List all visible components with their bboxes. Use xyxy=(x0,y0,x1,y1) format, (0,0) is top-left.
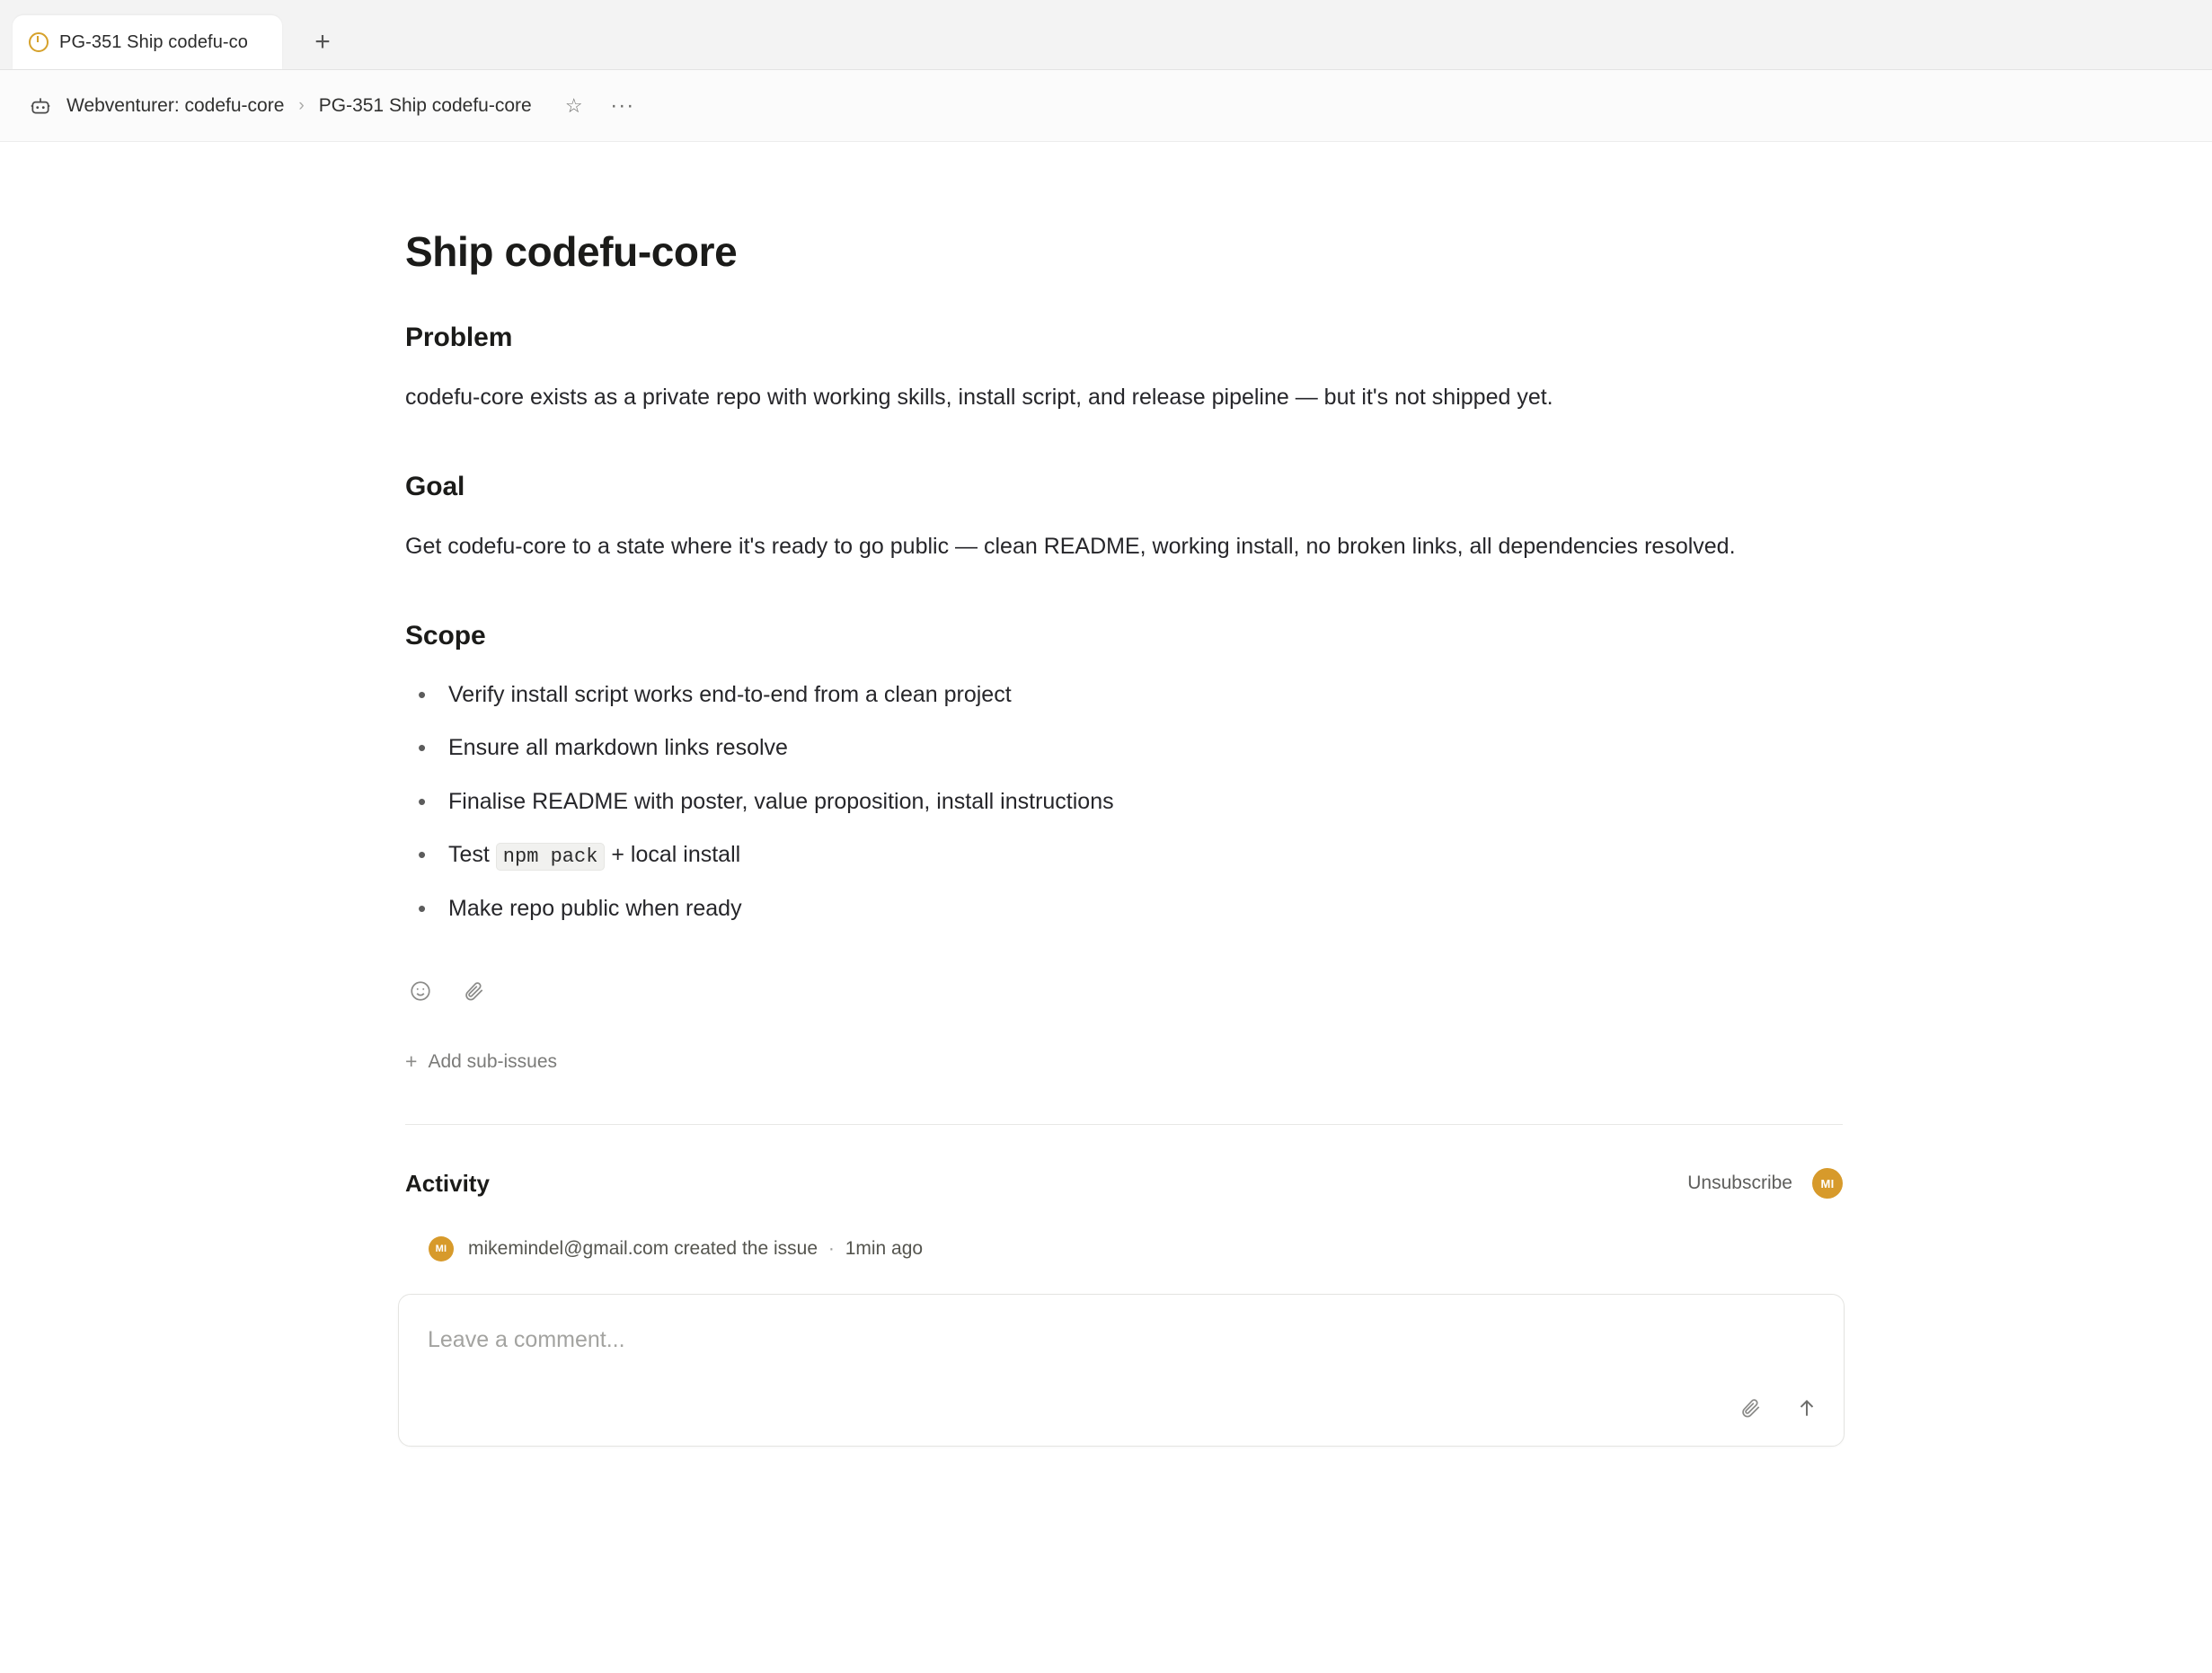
inline-code: npm pack xyxy=(496,843,606,871)
section-heading-scope: Scope xyxy=(405,620,486,651)
section-heading-goal: Goal xyxy=(405,471,465,501)
activity-header xyxy=(405,1168,1843,1199)
plus-icon: + xyxy=(405,1049,418,1074)
divider xyxy=(405,1124,1843,1125)
comment-attachment-icon[interactable] xyxy=(1739,1396,1763,1426)
list-item-text: Ensure all markdown links resolve xyxy=(448,735,788,761)
comment-send-icon[interactable] xyxy=(1795,1396,1818,1426)
browser-tab[interactable] xyxy=(13,15,282,69)
browser-tab-strip xyxy=(0,0,2212,70)
list-item-text-pre: Test xyxy=(448,842,496,868)
emoji-reaction-icon[interactable] xyxy=(405,976,436,1006)
document-action-bar xyxy=(405,976,1843,1006)
avatar[interactable]: MI xyxy=(1812,1168,1843,1199)
section-body-goal: Get codefu-core to a state where it's ready to go public — clean README, working install, no broken links, all dependencies resolved. xyxy=(405,533,1736,559)
page-title: Ship codefu-core xyxy=(405,228,738,275)
activity-entry xyxy=(405,1236,1843,1261)
attachment-icon[interactable] xyxy=(459,976,490,1006)
activity-separator: · xyxy=(827,1238,835,1260)
activity-actor: mikemindel@gmail.com xyxy=(468,1238,669,1260)
list-item xyxy=(405,678,1843,713)
comment-placeholder: Leave a comment... xyxy=(428,1327,625,1353)
list-item xyxy=(405,838,1843,872)
comment-toolbar xyxy=(1739,1396,1818,1426)
list-item-text-post: + local install xyxy=(605,842,741,868)
add-sub-issues-button[interactable] xyxy=(405,1049,1843,1074)
scope-list xyxy=(405,678,1843,926)
star-icon[interactable]: ☆ xyxy=(564,93,583,117)
activity-action: created the issue xyxy=(674,1238,818,1260)
list-item-text: Finalise README with poster, value proposition, install instructions xyxy=(448,788,1114,814)
activity-header-actions xyxy=(1687,1168,1843,1199)
issue-document xyxy=(405,228,1843,1447)
section-heading-problem: Problem xyxy=(405,322,513,352)
list-item xyxy=(405,892,1843,926)
robot-icon xyxy=(27,93,54,120)
browser-tab-title: PG-351 Ship codefu-co xyxy=(59,31,249,52)
activity-entry-text xyxy=(468,1238,923,1260)
activity-title: Activity xyxy=(405,1169,490,1197)
app-header xyxy=(0,70,2212,142)
list-item xyxy=(405,785,1843,819)
activity-timestamp: 1min ago xyxy=(845,1238,924,1260)
clock-favicon xyxy=(29,32,49,52)
avatar: MI xyxy=(429,1236,454,1261)
list-item xyxy=(405,731,1843,766)
section-body-problem: codefu-core exists as a private repo with working skills, install script, and release pipeline — but it's not shipped yet. xyxy=(405,384,1553,410)
comment-input[interactable] xyxy=(398,1294,1845,1447)
more-options-icon[interactable]: ··· xyxy=(610,93,635,118)
breadcrumb-issue[interactable]: PG-351 Ship codefu-core xyxy=(318,94,532,116)
breadcrumb-workspace[interactable]: Webventurer: codefu-core xyxy=(66,94,285,116)
list-item-text: Verify install script works end-to-end from a clean project xyxy=(448,681,1012,707)
breadcrumb-separator: › xyxy=(298,95,305,115)
list-item-text: Make repo public when ready xyxy=(448,895,742,921)
issue-page xyxy=(0,142,2212,1447)
unsubscribe-button[interactable]: Unsubscribe xyxy=(1687,1173,1792,1194)
add-sub-issues-label: Add sub-issues xyxy=(428,1050,558,1072)
new-tab-button[interactable]: + xyxy=(314,27,331,57)
